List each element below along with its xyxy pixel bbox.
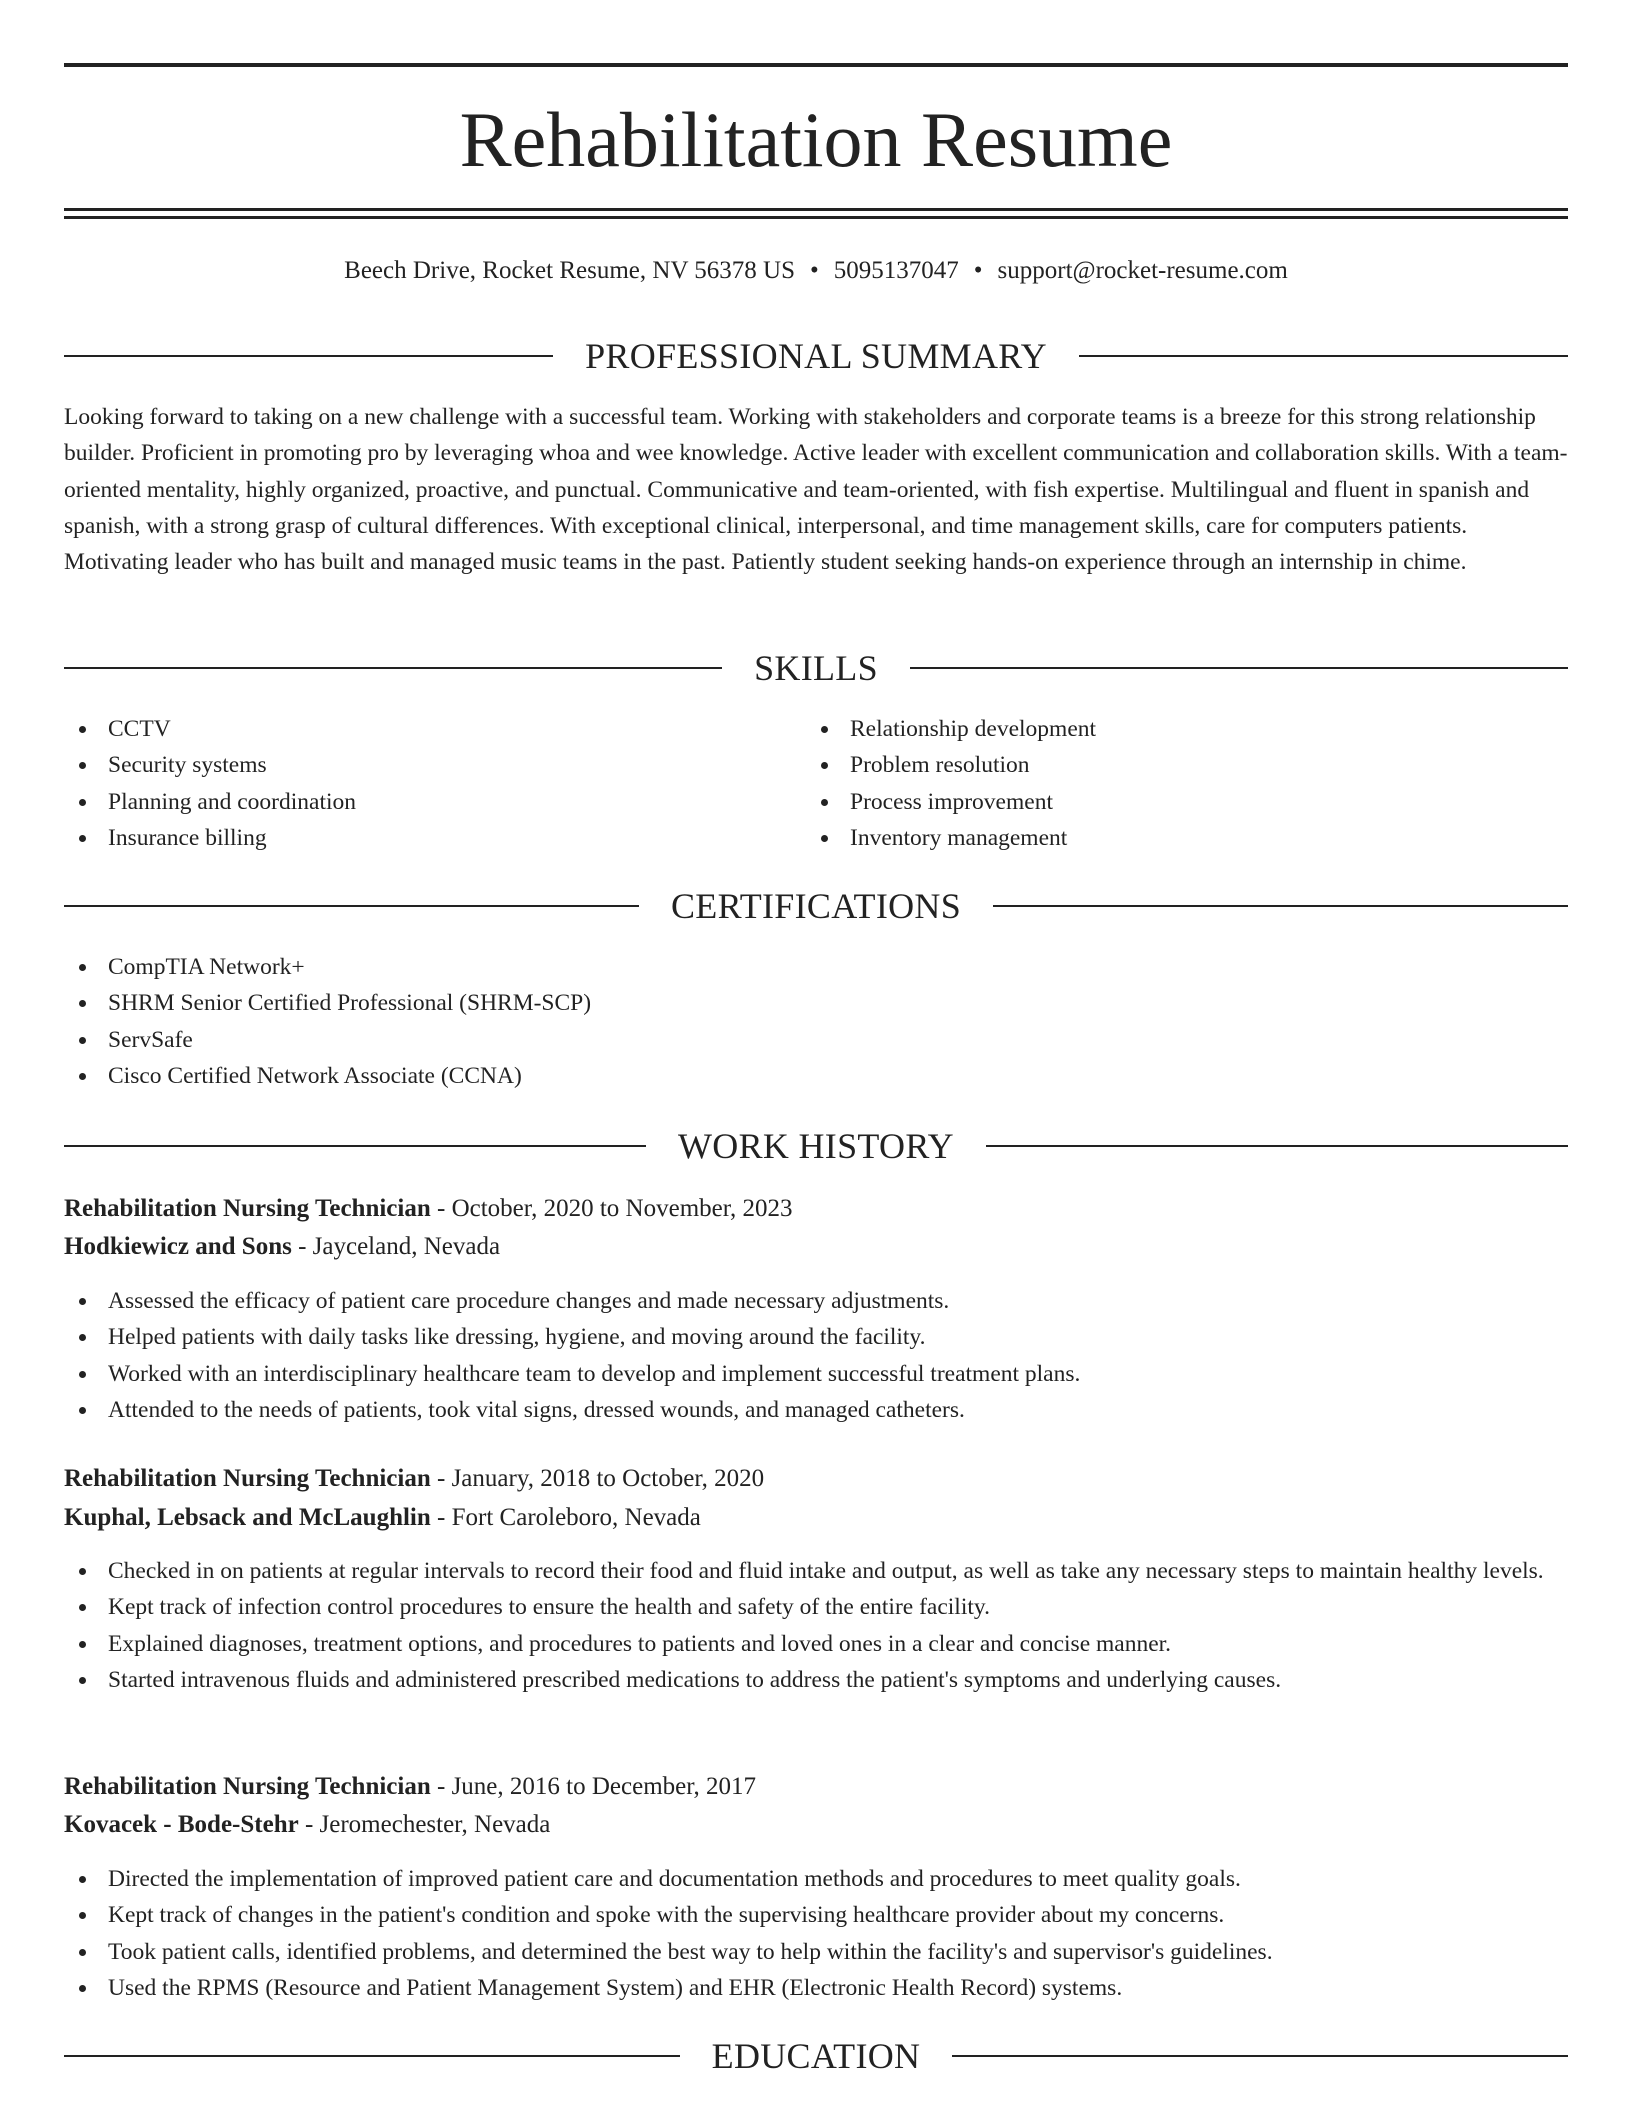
job-dates: - October, 2020 to November, 2023 bbox=[430, 1195, 793, 1222]
list-item: Inventory management bbox=[806, 820, 1566, 856]
job-duties-list bbox=[64, 1861, 1572, 2006]
list-item: Used the RPMS (Resource and Patient Management System) and EHR (Electronic Health Record) systems. bbox=[64, 1970, 1572, 2006]
list-item: Problem resolution bbox=[806, 747, 1566, 783]
section-title: SKILLS bbox=[754, 648, 878, 688]
job-company: Hodkiewicz and Sons bbox=[64, 1233, 292, 1260]
list-item: Process improvement bbox=[806, 784, 1566, 820]
job-company-line bbox=[64, 1228, 1568, 1266]
job-dates: - January, 2018 to October, 2020 bbox=[430, 1465, 765, 1492]
section-title: CERTIFICATIONS bbox=[670, 886, 962, 926]
job-location: - Fort Caroleboro, Nevada bbox=[430, 1504, 701, 1531]
heading-rule bbox=[64, 905, 639, 907]
section-heading-certifications bbox=[64, 886, 1568, 926]
summary-paragraph: Looking forward to taking on a new challenge with a successful team. Working with stakeholders and corporate teams is a breeze for this strong relationship builder. Proficient in promoting pro by leveraging whoa and wee knowledge. Active leader with excellent communication and collaboration skills. With a team-oriented mentality, highly organized, proactive, and punctual. Communicative and team-oriented, with fish expertise. Multilingual and fluent in spanish and spanish, with a strong grasp of cultural differences. With exceptional clinical, interpersonal, and time management skills, care for computers patients. Motivating leader who has built and managed music teams in the past. Patiently student seeking hands-on experience through an internship in chime. bbox=[64, 404, 1568, 576]
section-heading-skills bbox=[64, 648, 1568, 688]
list-item: Security systems bbox=[64, 747, 764, 783]
heading-rule bbox=[910, 667, 1568, 669]
heading-rule bbox=[64, 667, 722, 669]
contact-separator: • bbox=[973, 257, 983, 284]
job-title-line bbox=[64, 1190, 1568, 1228]
contact-address: Beech Drive, Rocket Resume, NV 56378 US bbox=[344, 257, 796, 284]
job-location: - Jayceland, Nevada bbox=[291, 1233, 501, 1260]
list-item: CompTIA Network+ bbox=[64, 949, 1568, 985]
contact-separator: • bbox=[810, 257, 819, 284]
top-rule bbox=[64, 63, 1568, 67]
resume-title: Rehabilitation Resume bbox=[459, 96, 1173, 183]
job-title: Rehabilitation Nursing Technician bbox=[64, 1773, 431, 1800]
section-title: EDUCATION bbox=[711, 2036, 921, 2076]
job-title: Rehabilitation Nursing Technician bbox=[64, 1465, 431, 1492]
heading-rule bbox=[993, 905, 1568, 907]
job-company-line bbox=[64, 1499, 1568, 1537]
list-item: Cisco Certified Network Associate (CCNA) bbox=[64, 1058, 1568, 1094]
list-item: Planning and coordination bbox=[64, 784, 764, 820]
job-company-line bbox=[64, 1806, 1568, 1844]
job-company: Kovacek - Bode-Stehr bbox=[64, 1811, 299, 1838]
list-item: Checked in on patients at regular intervals to record their food and fluid intake and output, as well as take any necessary steps to maintain healthy levels. bbox=[64, 1553, 1572, 1589]
list-item: Helped patients with daily tasks like dressing, hygiene, and moving around the facility. bbox=[64, 1319, 1572, 1355]
certifications-list bbox=[64, 949, 1568, 1094]
heading-rule bbox=[986, 1145, 1568, 1147]
contact-email: support@rocket-resume.com bbox=[997, 257, 1288, 284]
list-item: CCTV bbox=[64, 711, 764, 747]
heading-rule bbox=[952, 2055, 1568, 2057]
job-dates: - June, 2016 to December, 2017 bbox=[430, 1773, 757, 1800]
list-item: ServSafe bbox=[64, 1022, 1568, 1058]
list-item: Started intravenous fluids and administered prescribed medications to address the patient's symptoms and underlying causes. bbox=[64, 1662, 1572, 1698]
heading-rule bbox=[64, 355, 553, 357]
list-item: Attended to the needs of patients, took vital signs, dressed wounds, and managed catheters. bbox=[64, 1392, 1572, 1428]
job-duties-list bbox=[64, 1553, 1572, 1698]
job-title: Rehabilitation Nursing Technician bbox=[64, 1195, 431, 1222]
skills-list-left bbox=[64, 711, 764, 856]
job-company: Kuphal, Lebsack and McLaughlin bbox=[64, 1504, 431, 1531]
contact-phone: 5095137047 bbox=[833, 257, 959, 284]
list-item: Worked with an interdisciplinary healthcare team to develop and implement successful treatment plans. bbox=[64, 1356, 1572, 1392]
job-title-line bbox=[64, 1768, 1568, 1806]
list-item: Assessed the efficacy of patient care procedure changes and made necessary adjustments. bbox=[64, 1283, 1572, 1319]
heading-rule bbox=[1079, 355, 1568, 357]
heading-rule bbox=[64, 2055, 680, 2057]
list-item: Directed the implementation of improved patient care and documentation methods and procedures to meet quality goals. bbox=[64, 1861, 1572, 1897]
list-item: Kept track of infection control procedures to ensure the health and safety of the entire facility. bbox=[64, 1589, 1572, 1625]
job-location: - Jeromechester, Nevada bbox=[298, 1811, 551, 1838]
title-double-rule-bottom bbox=[64, 216, 1568, 219]
contact-line bbox=[0, 254, 1632, 288]
job-title-line bbox=[64, 1460, 1568, 1498]
heading-rule bbox=[64, 1145, 646, 1147]
list-item: Kept track of changes in the patient's condition and spoke with the supervising healthcare provider about my concerns. bbox=[64, 1897, 1572, 1933]
list-item: Insurance billing bbox=[64, 820, 764, 856]
job-duties-list bbox=[64, 1283, 1572, 1428]
list-item: Took patient calls, identified problems, and determined the best way to help within the facility's and supervisor's guidelines. bbox=[64, 1934, 1572, 1970]
section-heading-work-history bbox=[64, 1126, 1568, 1166]
section-heading-education bbox=[64, 2036, 1568, 2076]
section-title: WORK HISTORY bbox=[678, 1126, 954, 1166]
section-title: PROFESSIONAL SUMMARY bbox=[585, 336, 1047, 376]
skills-list-right bbox=[806, 711, 1566, 856]
section-heading-summary bbox=[64, 336, 1568, 376]
title-double-rule-top bbox=[64, 208, 1568, 211]
list-item: Explained diagnoses, treatment options, and procedures to patients and loved ones in a clear and concise manner. bbox=[64, 1626, 1572, 1662]
list-item: SHRM Senior Certified Professional (SHRM-SCP) bbox=[64, 985, 1568, 1021]
list-item: Relationship development bbox=[806, 711, 1566, 747]
